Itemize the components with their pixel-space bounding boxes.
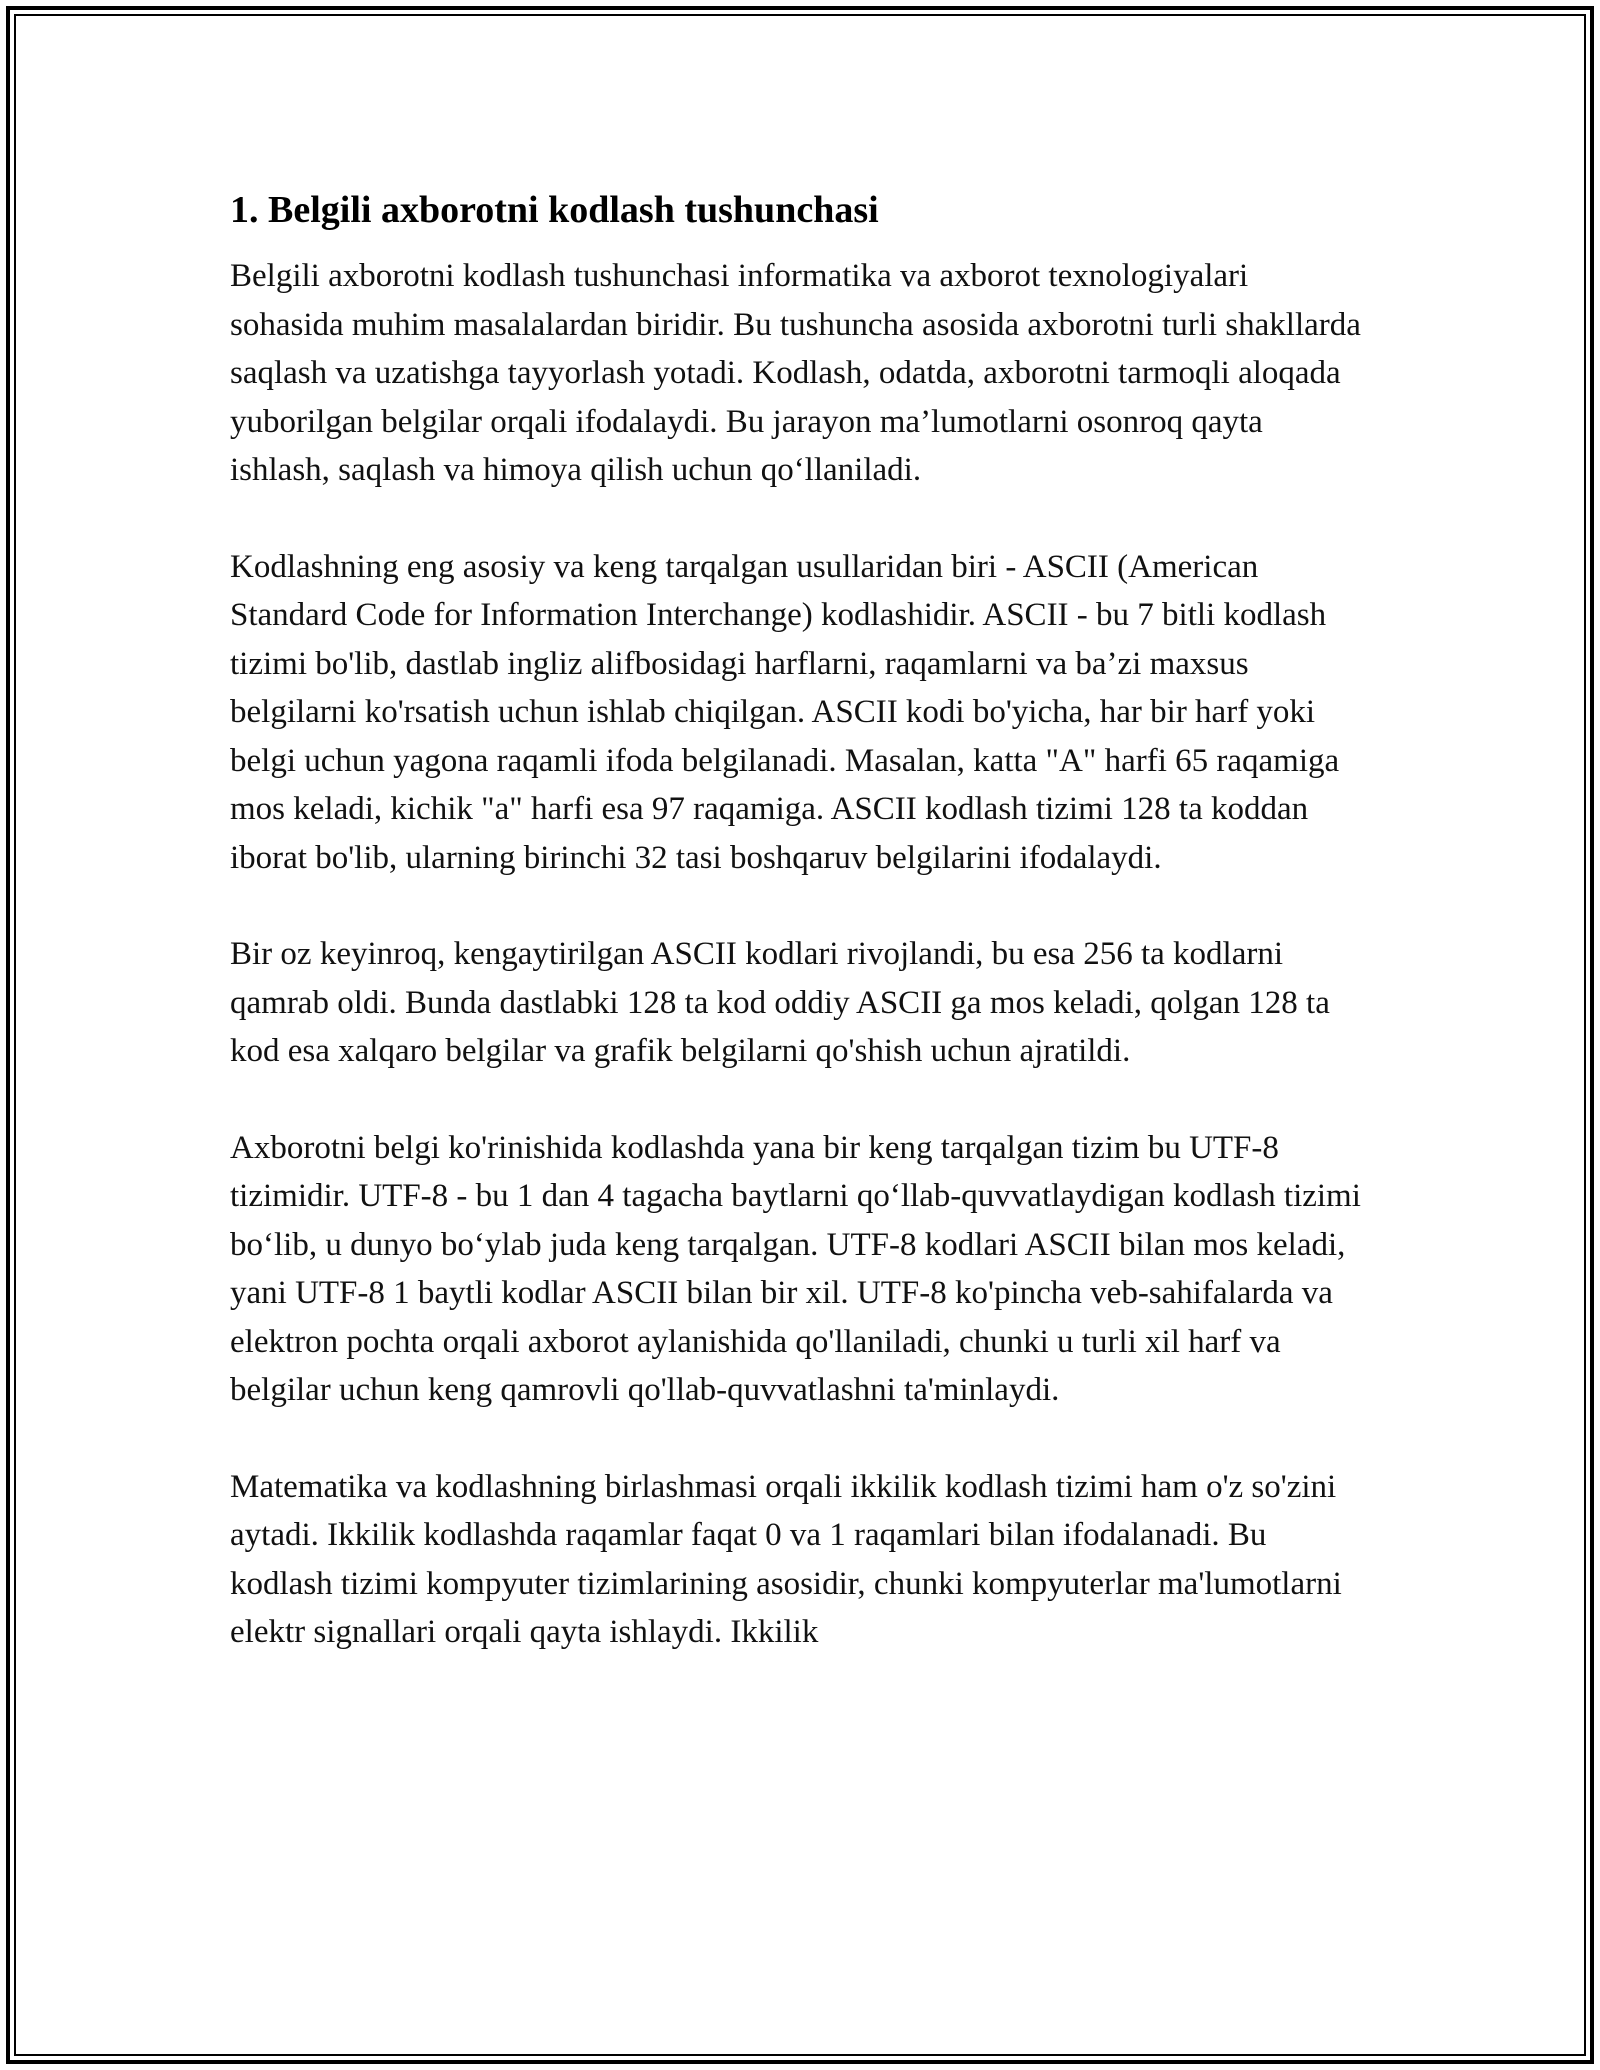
paragraph-3: Bir oz keyinroq, kengaytirilgan ASCII kodlari rivojlandi, bu esa 256 ta kodlarni qamrab oldi. Bunda dastlabki 128 ta kod oddiy ASCII ga mos keladi, qolgan 128 ta kod esa xalqaro belgilar va grafik belgilarni qo'shish uchun ajratildi. [230,936,1330,1069]
document-body [230,186,1370,1705]
paragraph-1: Belgili axborotni kodlash tushunchasi informatika va axborot texnologiyalari sohasida muhim masalalardan biridir. Bu tushuncha asosida axborotni turli shakllarda saqlash va uzatishga tayyorlash yotadi. Kodlash, odatda, axborotni tarmoqli aloqada yuborilgan belgilar orqali ifodalaydi. Bu jarayon ma’lumotlarni osonroq qayta ishlash, saqlash va himoya qilish uchun qo‘llaniladi. [230,258,1361,488]
paragraph-2: Kodlashning eng asosiy va keng tarqalgan usullaridan biri - ASCII (American Standard Code for Information Interchange) kodlashidir. ASCII - bu 7 bitli kodlash tizimi bo'lib, dastlab ingliz alifbosidagi harflarni, raqamlarni va ba’zi maxsus belgilarni ko'rsatish uchun ishlab chiqilgan. ASCII kodi bo'yicha, har bir harf yoki belgi uchun yagona raqamli ifoda belgilanadi. Masalan, katta "A" harfi 65 raqamiga mos keladi, kichik "a" harfi esa 97 raqamiga. ASCII kodlash tizimi 128 ta koddan iborat bo'lib, ularning birinchi 32 tasi boshqaruv belgilarini ifodalaydi. [230,548,1340,876]
paragraph-5: Matematika va kodlashning birlashmasi orqali ikkilik kodlash tizimi ham o'z so'zini aytadi. Ikkilik kodlashda raqamlar faqat 0 va 1 raqamlari bilan ifodalanadi. Bu kodlash tizimi kompyuter tizimlarining asosidir, chunki kompyuterlar ma'lumotlarni elektr signallari orqali qayta ishlaydi. Ikkilik [230,1468,1342,1650]
paragraph-4: Axborotni belgi ko'rinishida kodlashda yana bir keng tarqalgan tizim bu UTF-8 tizimidir. UTF-8 - bu 1 dan 4 tagacha baytlarni qo‘llab-quvvatlaydigan kodlash tizimi bo‘lib, u dunyo bo‘ylab juda keng tarqalgan. UTF-8 kodlari ASCII bilan mos keladi, yani UTF-8 1 baytli kodlar ASCII bilan bir xil. UTF-8 ko'pincha veb-sahifalarda va elektron pochta orqali axborot aylanishida qo'llaniladi, chunki u turli xil harf va belgilar uchun keng qamrovli qo'llab-quvvatlashni ta'minlaydi. [230,1129,1361,1408]
section-heading: 1. Belgili axborotni kodlash tushunchasi [230,189,879,231]
